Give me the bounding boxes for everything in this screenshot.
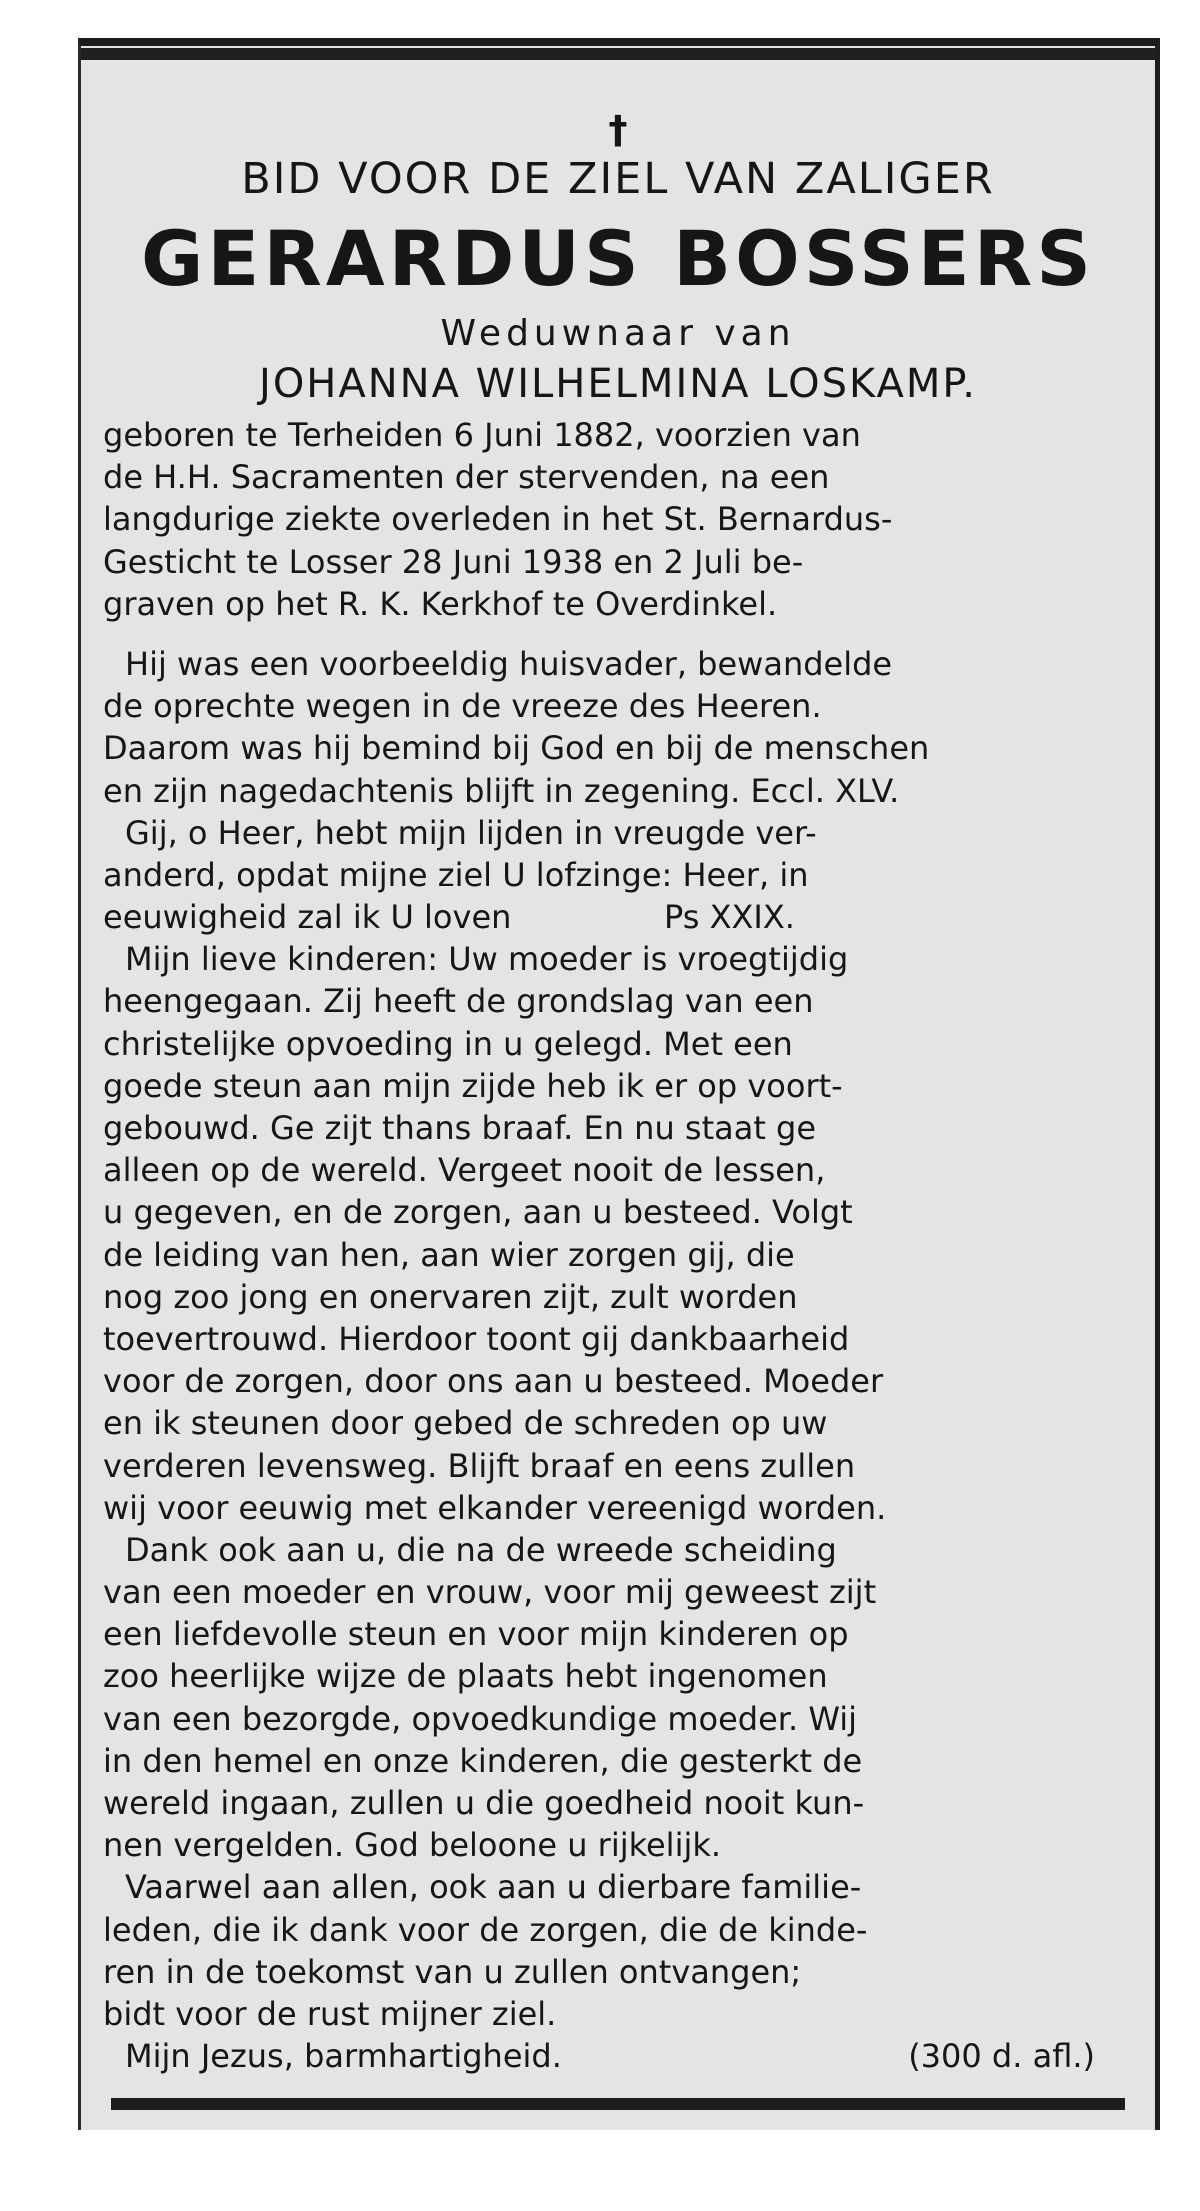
closing-prayer: Mijn Jezus, barmhartigheid. (125, 2037, 562, 2076)
deceased-name: GERARDUS BOSSERS (141, 214, 1095, 303)
text-line: bidt voor de rust mijner ziel. (103, 1994, 557, 2033)
spouse-name: JOHANNA WILHELMINA LOSKAMP. (259, 361, 977, 407)
text-line: Dank ook aan u, die na de wreede scheiding (125, 1530, 837, 1569)
indulgence-note: (300 d. afl.) (908, 2037, 1095, 2076)
prayer-heading: BID VOOR DE ZIEL VAN ZALIGER (241, 154, 995, 204)
text-line: ren in de toekomst van u zullen ontvangen; (103, 1952, 802, 1991)
top-border-rule (81, 48, 1155, 60)
text-line: een liefdevolle steun en voor mijn kinderen op (103, 1615, 849, 1654)
text-line: Hij was een voorbeeldig huisvader, bewandelde (125, 644, 893, 683)
text-line: de leiding van hen, aan wier zorgen gij, die (103, 1235, 795, 1274)
text-line: u gegeven, en de zorgen, aan u besteed. Volgt (103, 1193, 853, 1232)
closing-line (103, 2035, 1133, 2077)
text-line: langdurige ziekte overleden in het St. Bernardus- (103, 500, 893, 539)
text-line: toevertrouwd. Hierdoor toont gij dankbaarheid (103, 1319, 850, 1358)
text-line: nen vergelden. God beloone u rijkelijk. (103, 1826, 722, 1865)
text-line: verderen levensweg. Blijft braaf en eens zullen (103, 1446, 856, 1485)
text-line: anderd, opdat mijne ziel U lofzinge: Heer, in (103, 855, 809, 894)
text-line: heengegaan. Zij heeft de grondslag van een (103, 982, 814, 1021)
text-line: nog zoo jong en onervaren zijt, zult worden (103, 1277, 798, 1316)
text-line: zoo heerlijke wijze de plaats hebt ingenomen (103, 1657, 828, 1696)
text-line: Vaarwel aan allen, ook aan u dierbare familie- (125, 1868, 862, 1907)
text-line: van een moeder en vrouw, voor mij geweest zijt (103, 1573, 877, 1612)
biography-paragraph (103, 414, 1133, 625)
text-line: goede steun aan mijn zijde heb ik er op voort- (103, 1066, 843, 1105)
text-line: eeuwigheid zal ik U loven Ps XXIX. (103, 898, 795, 937)
memorial-card (78, 38, 1160, 2130)
text-line: graven op het R. K. Kerkhof te Overdinkel. (103, 584, 778, 623)
message-paragraph (103, 643, 1133, 2035)
text-line: en ik steunen door gebed de schreden op uw (103, 1404, 828, 1443)
text-line: de H.H. Sacramenten der stervenden, na een (103, 458, 830, 497)
text-line: wereld ingaan, zullen u die goedheid nooit kun- (103, 1784, 865, 1822)
text-line: Gesticht te Losser 28 Juni 1938 en 2 Juli be- (103, 542, 804, 581)
text-line: alleen op de wereld. Vergeet nooit de lessen, (103, 1151, 826, 1190)
card-body (103, 414, 1133, 2077)
bottom-border-rule (111, 2098, 1125, 2110)
text-line: gebouwd. Ge zijt thans braaf. En nu staat ge (103, 1109, 817, 1147)
text-line: in den hemel en onze kinderen, die gesterkt de (103, 1741, 863, 1780)
text-line: wij voor eeuwig met elkander vereenigd worden. (103, 1488, 887, 1527)
text-line: Mijn lieve kinderen: Uw moeder is vroegtijdig (125, 940, 849, 979)
text-line: de oprechte wegen in de vreeze des Heeren. (103, 687, 822, 726)
text-line: leden, die ik dank voor de zorgen, die de kinde- (103, 1910, 868, 1949)
text-line: Daarom was hij bemind bij God en bij de menschen (103, 729, 930, 768)
text-line: christelijke opvoeding in u gelegd. Met een (103, 1024, 793, 1063)
text-line: van een bezorgde, opvoedkundige moeder. Wij (103, 1699, 858, 1738)
cross-icon: † (608, 108, 628, 152)
text-line: en zijn nagedachtenis blijft in zegening. Eccl. XLV. (103, 771, 900, 810)
text-line: voor de zorgen, door ons aan u besteed. Moeder (103, 1362, 884, 1401)
text-line: geboren te Terheiden 6 Juni 1882, voorzien van (103, 416, 861, 454)
widower-label: Weduwnaar van (440, 313, 796, 354)
text-line: Gij, o Heer, hebt mijn lijden in vreugde ver- (125, 813, 817, 852)
